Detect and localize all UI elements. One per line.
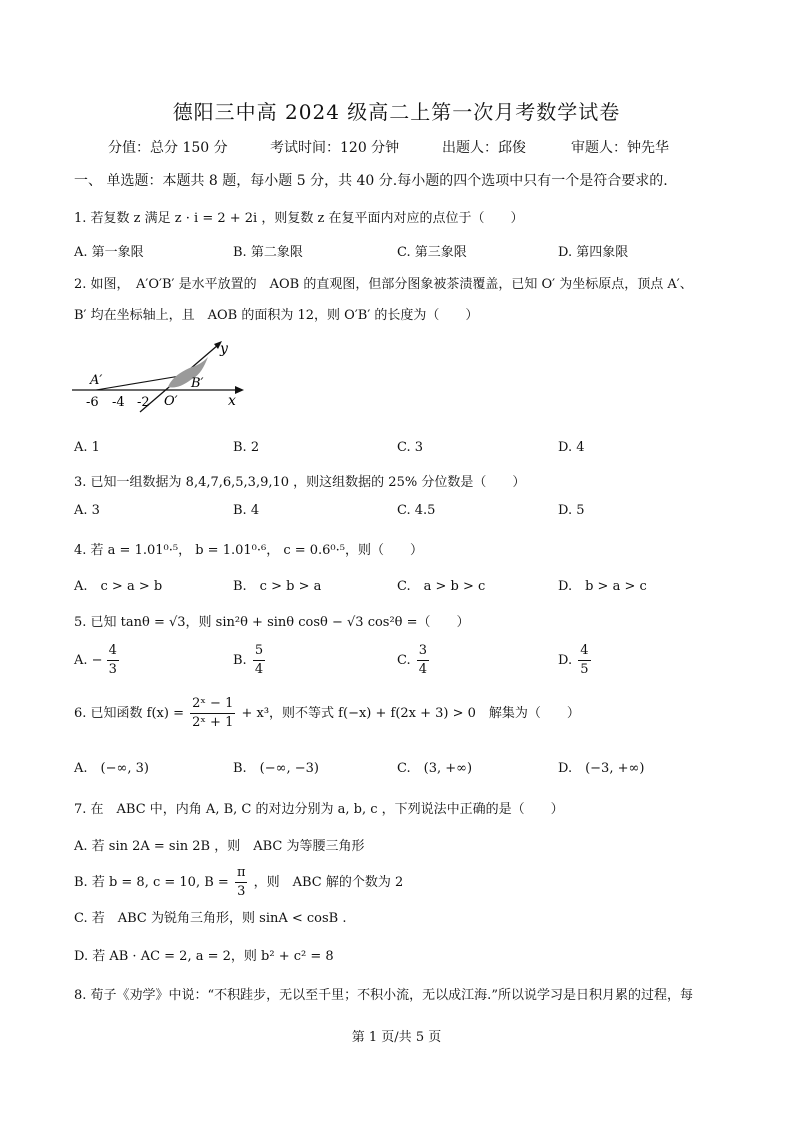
question-2-option-d: D. 4 xyxy=(558,440,585,455)
question-4-option-a: A. c > a > b xyxy=(74,579,163,594)
question-3-stem: 3. 已知一组数据为 8,4,7,6,5,3,9,10 ，则这组数据的 25% 分位数是（ ） xyxy=(74,475,526,490)
question-6-option-c: C. (3, +∞) xyxy=(397,761,473,776)
fraction: $\frac{5}{4}$ xyxy=(254,643,264,677)
question-6-stem: 6. 已知函数 f(x) = $\frac{\text{2ˣ − 1}}{\text{2ˣ + 1}}$ + x³，则不等式 f(−x) + f(2x + 3) > 0 解集为（ ） xyxy=(74,696,580,730)
fraction: $\frac{3}{4}$ xyxy=(418,643,428,677)
question-3-option-d: D. 5 xyxy=(558,503,585,518)
question-6-option-a: A. (−∞, 3) xyxy=(74,761,149,776)
question-5-option-d: D. $\frac{4}{5}$ xyxy=(558,643,589,677)
question-6-option-d: D. (−3, +∞) xyxy=(558,761,645,776)
fraction: $\frac{\text{2ˣ − 1}}{\text{2ˣ + 1}}$ xyxy=(192,696,234,730)
time-info: 考试时间：120 分钟 xyxy=(270,140,400,156)
tick-label-minus2: -2 xyxy=(137,395,150,410)
question-2-stem-line2: B′ 均在坐标轴上，且 AOB 的面积为 12，则 O′B′ 的长度为（ ） xyxy=(74,308,479,323)
question-5-option-b: B. $\frac{5}{4}$ xyxy=(233,643,264,677)
fraction: $\frac{4}{5}$ xyxy=(580,643,589,677)
question-7-option-a: A. 若 sin 2A = sin 2B ，则 ABC 为等腰三角形 xyxy=(74,839,365,854)
point-b-label: B′ xyxy=(191,376,204,391)
question-3-option-a: A. 3 xyxy=(74,503,100,518)
question-2-option-b: B. 2 xyxy=(233,440,260,455)
question-4-option-b: B. c > b > a xyxy=(233,579,322,594)
question-1-option-b: B. 第二象限 xyxy=(233,245,303,260)
question-2-option-a: A. 1 xyxy=(74,440,100,455)
question-5-option-c: C. $\frac{3}{4}$ xyxy=(397,643,428,677)
question-8-stem: 8. 荀子《劝学》中说：“不积跬步，无以至千里；不积小流，无以成江海.”所以说学习是日积月累的过程，每 xyxy=(74,988,693,1003)
question-1-option-a: A. 第一象限 xyxy=(74,245,144,260)
x-axis-label: x xyxy=(228,393,236,409)
question-5-stem: 5. 已知 tanθ = √3，则 sin²θ + sinθ cosθ − √3 cos²θ =（ ） xyxy=(74,615,470,630)
page-title: 德阳三中高 2024 级高二上第一次月考数学试卷 xyxy=(172,100,621,124)
section-heading: 一、 单选题：本题共 8 题，每小题 5 分，共 40 分.每小题的四个选项中只有一个是符合要求的. xyxy=(74,173,668,189)
x-axis-arrow xyxy=(235,386,244,394)
question-7-stem: 7. 在 ABC 中，内角 A, B, C 的对边分别为 a, b, c ，下列说法中正确的是（ ） xyxy=(74,802,564,817)
question-7-option-d: D. 若 AB · AC = 2, a = 2，则 b² + c² = 8 xyxy=(74,949,334,964)
author-info: 出题人：邱俊 xyxy=(442,140,526,156)
score-info: 分值：总分 150 分 xyxy=(108,140,228,156)
fraction: $\frac{4}{3}$ xyxy=(108,643,117,677)
question-5-option-a: A. − $\frac{4}{3}$ xyxy=(74,643,117,677)
question-2-option-c: C. 3 xyxy=(397,440,424,455)
point-a-label: A′ xyxy=(90,373,103,388)
fraction: $\frac{\pi}{3}$ xyxy=(236,865,246,899)
origin-label: O′ xyxy=(164,394,178,409)
reviewer-info: 审题人：钟先华 xyxy=(571,140,669,156)
question-4-option-d: D. b > a > c xyxy=(558,579,647,594)
tick-label-minus4: -4 xyxy=(112,395,125,410)
question-3-option-b: B. 4 xyxy=(233,503,260,518)
question-1-stem: 1. 若复数 z 满足 z · i = 2 + 2i ，则复数 z 在复平面内对应的点位于（ ） xyxy=(74,211,524,226)
question-2-figure xyxy=(70,335,250,415)
question-1-option-c: C. 第三象限 xyxy=(397,245,467,260)
question-4-option-c: C. a > b > c xyxy=(397,579,486,594)
question-6-option-b: B. (−∞, −3) xyxy=(233,761,319,776)
y-axis-label: y xyxy=(220,341,228,357)
tick-label-minus6: -6 xyxy=(86,395,99,410)
question-2-stem-line1: 2. 如图， A′O′B′ 是水平放置的 AOB 的直观图，但部分图象被茶渍覆盖，已知 O′ 为坐标原点，顶点 A′、 xyxy=(74,277,693,292)
page-footer: 第 1 页/共 5 页 xyxy=(351,1030,442,1045)
question-7-option-b: B. 若 b = 8, c = 10, B = $\frac{\pi}{3}$ ，则 ABC 解的个数为 2 xyxy=(74,865,404,899)
question-1-option-d: D. 第四象限 xyxy=(558,245,629,260)
question-4-stem: 4. 若 a = 1.01⁰·⁵， b = 1.01⁰·⁶， c = 0.6⁰·⁵，则（ ） xyxy=(74,543,423,558)
question-7-option-c: C. 若 ABC 为锐角三角形，则 sinA < cosB . xyxy=(74,911,347,926)
question-3-option-c: C. 4.5 xyxy=(397,503,436,518)
